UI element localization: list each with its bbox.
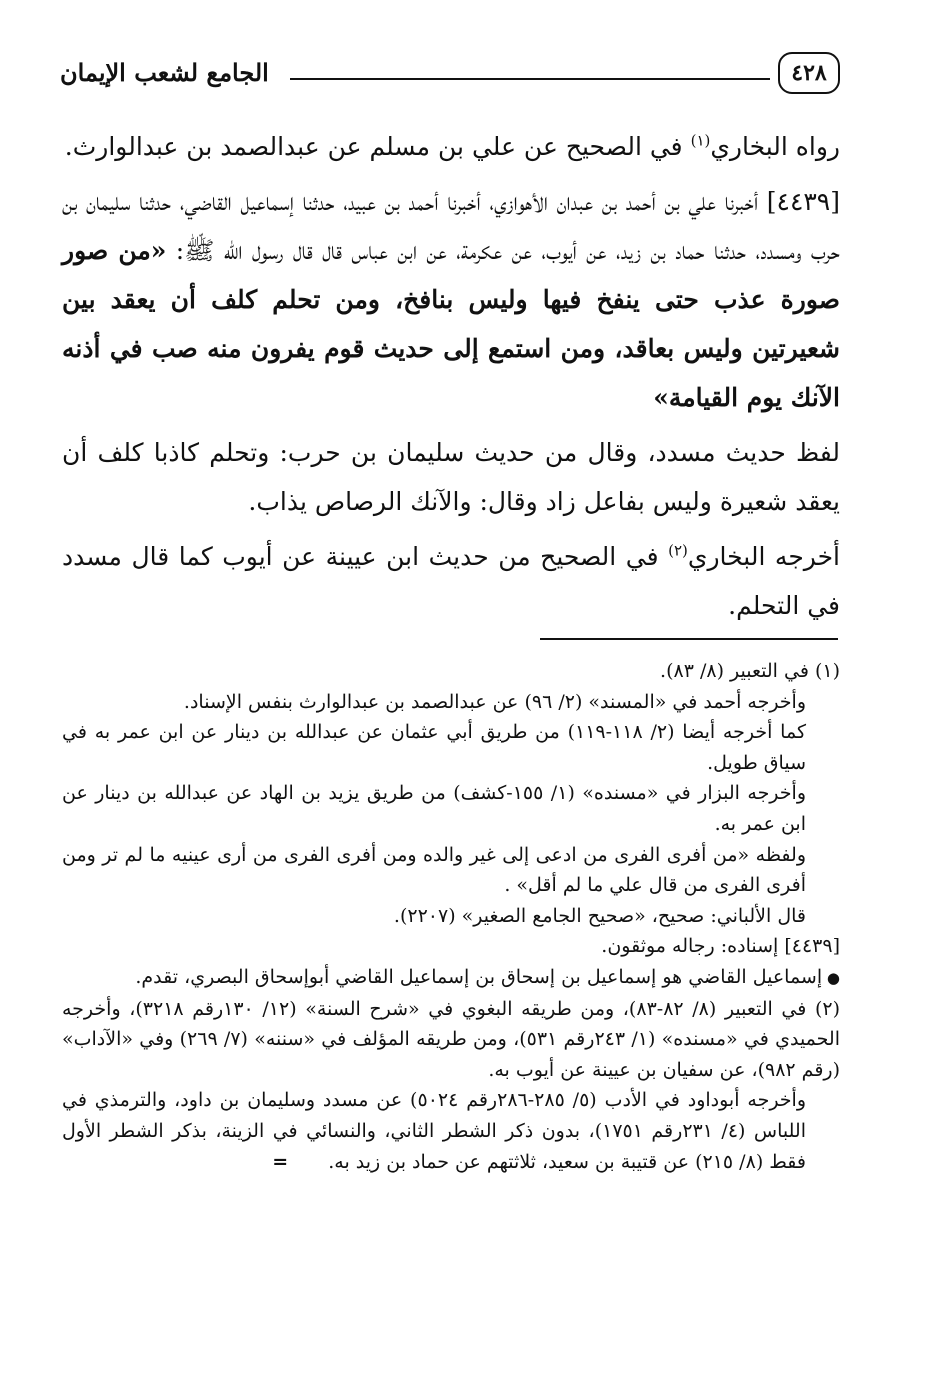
footnote-ref-2: (٢) [668, 541, 688, 560]
paragraph-wording: لفظ حديث مسدد، وقال من حديث سليمان بن حرب: وتحلم كاذبا كلف أن يعقد شعيرة وليس بفاعل زاد وقال: والآنك الرصاص يذاب. [62, 438, 840, 516]
paragraph-bukhari-2: أخرجه البخاري$^{(٢)}$ في الصحيح من حديث ابن عيينة عن أيوب كما قال مسدد في التحلم. [62, 541, 840, 620]
main-text [62, 122, 840, 636]
footnote-1: (١) في التعبير (٨/ ٨٣). [660, 660, 840, 682]
paragraph-hadith-4439 [62, 177, 840, 422]
page-number-badge: ٤٢٨ [778, 52, 840, 94]
book-title: الجامع لشعب الإيمان [60, 58, 269, 87]
header-rule [290, 78, 770, 80]
footnote-isnad: [٤٤٣٩] إسناده: رجاله موثقون. [601, 935, 840, 958]
footnote-bullet: ● إسماعيل القاضي هو إسماعيل بن إسحاق بن إسماعيل القاضي أبوإسحاق البصري، تقدم. [62, 962, 840, 994]
footnote-ref-1: (١) [690, 131, 711, 150]
footnote-1-wording: ولفظه «من أفرى الفرى من ادعى إلى غير والده ومن أفرى الفرى من أرى عينيه ما لم تر ومن أفرى الفرى من قال علي ما لم أقل» . [62, 843, 806, 897]
footnote-1-bazzar: وأخرجه البزار في «مسنده» (١/ ١٥٥-كشف) من طريق يزيد بن الهاد عن عبدالله بن دينار عن ابن عمر به. [62, 782, 806, 835]
footnote-2: (٢) في التعبير (٨/ ٨٢-٨٣)، ومن طريقه البغوي في «شرح السنة» (١٢/ ١٣٠رقم ٣٢١٨)، وأخرجه الحميدي في «مسنده» (١/ ٢٤٣رقم ٥٣١)، ومن طريقه المؤلف في «سننه» (٧/ ٢٦٩) وفي «الآداب» (رقم ٩٨٢)، عن سفيان بن عيينة عن أيوب به. [62, 997, 840, 1081]
footnote-2-abudawud: وأخرجه أبوداود في الأدب (٥/ ٢٨٥-٢٨٦رقم ٥٠٢٤) عن مسدد وسليمان بن داود، والترمذي في اللباس (٤/ ٢٣١رقم ١٧٥١)، بدون ذكر الشطر الثاني، والنسائي في الزينة، بذكر الشطر الأول فقط (٨/ ٢١٥) عن قتيبة بن سعيد، ثلاثتهم عن حماد بن زيد به.= [62, 1089, 807, 1173]
hadith-text: «من صور صورة عذب حتى ينفخ فيها وليس بنافخ، ومن تحلم كلف أن يعقد بين شعيرتين وليس بعاقد، ومن استمع إلى حديث قوم يفرون منه صب في أذنه الآنك يوم القيامة» [62, 236, 840, 412]
footnotes [62, 656, 840, 1177]
continued-mark: = [272, 1150, 289, 1173]
page-header [60, 52, 840, 102]
footnote-1-albani: قال الألباني: صحيح، «صحيح الجامع الصغير» (٢٢٠٧). [393, 904, 806, 927]
isnad-text: [٤٤٣٩] أخبرنا علي بن أحمد بن عبدان الأهوازي، أخبرنا أحمد بن عبيد، حدثنا إسماعيل القاضي، حدثنا سليمان بن حرب ومسدد، حدثنا حماد بن زيد، عن أيوب، عن عكرمة، عن ابن عباس قال قال رسول الله ﷺ: [62, 187, 840, 265]
footnote-1-also: كما أخرجه أيضا (٢/ ١١٨-١١٩) من طريق أبي عثمان عن عبدالله بن دينار عن ابن عمر به في سياق طويل. [62, 721, 806, 774]
paragraph-bukhari-1: رواه البخاري$^{(١)}$ في الصحيح عن علي بن مسلم عن عبدالصمد بن عبدالوارث. [64, 131, 840, 161]
footnote-divider [540, 638, 838, 640]
footnote-1-ahmad: وأخرجه أحمد في «المسند» (٢/ ٩٦) عن عبدالصمد بن عبدالوارث بنفس الإسناد. [183, 690, 806, 713]
